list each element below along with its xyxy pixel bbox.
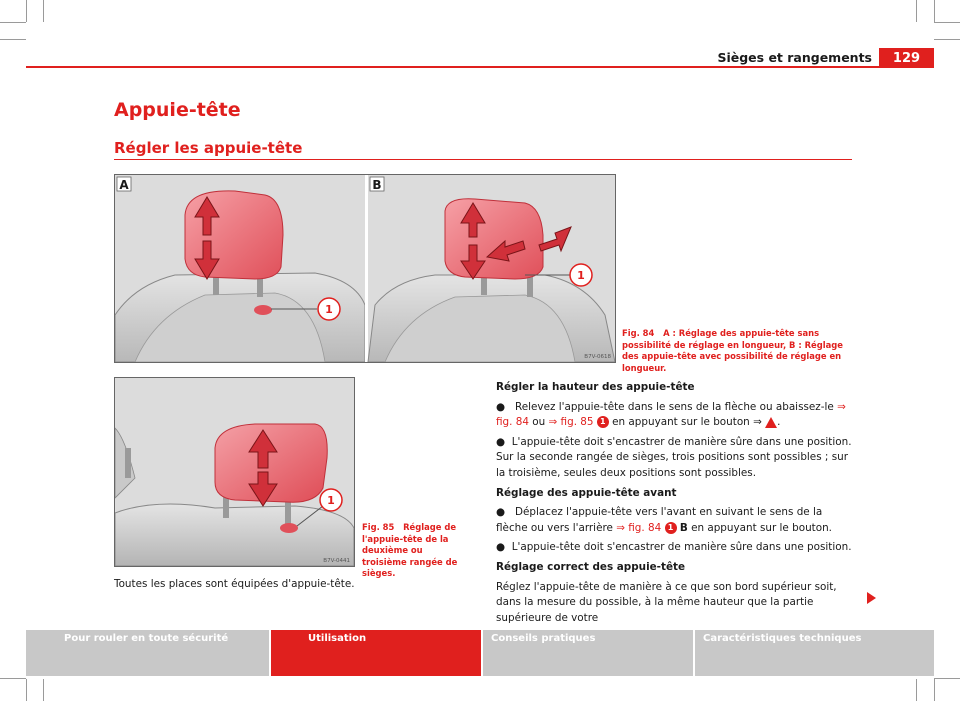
panel-label-b: B [372, 178, 382, 192]
figure-85-caption [362, 522, 468, 580]
figure-link[interactable]: ⇒ fig. 84 [496, 400, 846, 429]
crop-mark [916, 0, 917, 22]
header-rule [26, 66, 934, 68]
heading-front: Réglage des appuie-tête avant [496, 486, 677, 499]
section-title: Régler les appuie-tête [114, 139, 303, 157]
callout-1: 1 [327, 494, 335, 507]
tab-specs[interactable] [695, 630, 934, 676]
figure-85 [114, 377, 355, 567]
figure-link[interactable]: ⇒ fig. 85 [548, 416, 594, 429]
callout-number-icon: 1 [597, 416, 609, 428]
crop-mark [0, 678, 26, 679]
crop-mark [916, 679, 917, 701]
tab-tips[interactable] [483, 630, 693, 676]
heading-height: Régler la hauteur des appuie-tête [496, 381, 695, 393]
crop-mark [934, 22, 960, 23]
callout-1-b: 1 [577, 269, 585, 282]
caption-text: Réglage de l'appuie-tête de la deuxième ou troisième rangée de sièges. [362, 522, 458, 578]
tab-label: Caractéristiques techniques [703, 633, 862, 644]
callout-number-icon: 1 [665, 522, 677, 534]
crop-mark [26, 679, 27, 701]
headrest-illustration-84 [115, 175, 615, 362]
warning-icon[interactable] [765, 417, 777, 428]
bullet-item: ● Relevez l'appuie-tête dans le sens de la flèche ou abaissez-le ⇒ fig. 84 ou ⇒ fig. 85 1 en appuyant sur le bouton ⇒ . [496, 400, 846, 429]
bullet-item: ● Déplacez l'appuie-tête vers l'avant en suivant le sens de la flèche ou vers l'arrière ⇒ fig. 84 1 B en appuyant sur le bouton. [496, 506, 832, 534]
instructions [496, 376, 856, 630]
crop-mark [26, 0, 27, 22]
crop-mark [934, 0, 935, 22]
intro-text: Toutes les places sont équipées d'appuie-tête. [114, 578, 355, 590]
tab-label: Pour rouler en toute sécurité [64, 633, 229, 644]
next-page-arrow-icon[interactable] [867, 592, 876, 604]
caption-number: Fig. 84 [622, 328, 655, 338]
figure-link[interactable]: ⇒ fig. 84 [616, 521, 662, 534]
section-rule [114, 159, 852, 160]
crop-mark [43, 0, 44, 22]
paragraph: Réglez l'appuie-tête de manière à ce que son bord supérieur soit, dans la mesure du possible, à la même hauteur que la partie supérieure de votre [496, 580, 837, 624]
caption-number: Fig. 85 [362, 522, 395, 532]
chapter-title: Sièges et rangements [717, 50, 872, 65]
crop-mark [934, 678, 960, 679]
page-title: Appuie-tête [114, 99, 241, 121]
figure-code: B7V-0618 [584, 354, 611, 360]
panel-label-a: A [119, 178, 129, 192]
bullet-item: ● L'appuie-tête doit s'encastrer de manière sûre dans une position. Sur la seconde rangée de sièges, trois positions sont possibles ; sur la troisième, seules deux positions sont possibles. [496, 435, 852, 479]
figure-84 [114, 174, 616, 363]
tab-usage[interactable] [271, 630, 481, 676]
crop-mark [934, 39, 960, 40]
figure-code: B7V-0441 [323, 558, 350, 564]
heading-correct: Réglage correct des appuie-tête [496, 560, 686, 573]
figure-84-caption [622, 328, 854, 374]
tab-safety[interactable] [26, 630, 269, 676]
caption-text: A : Réglage des appuie-tête sans possibilité de réglage en longueur, B : Réglage des appuie-tête avec possibilité de réglage en longueur. [622, 328, 843, 373]
bullet-item: ● L'appuie-tête doit s'encastrer de manière sûre dans une position. [496, 541, 852, 554]
callout-1-a: 1 [325, 303, 333, 316]
crop-mark [0, 39, 26, 40]
headrest-illustration-85 [115, 378, 354, 566]
crop-mark [934, 679, 935, 701]
crop-mark [43, 679, 44, 701]
tab-label: Utilisation [308, 633, 367, 644]
tab-label: Conseils pratiques [491, 633, 596, 644]
page-number: 129 [879, 48, 934, 68]
crop-mark [0, 22, 26, 23]
